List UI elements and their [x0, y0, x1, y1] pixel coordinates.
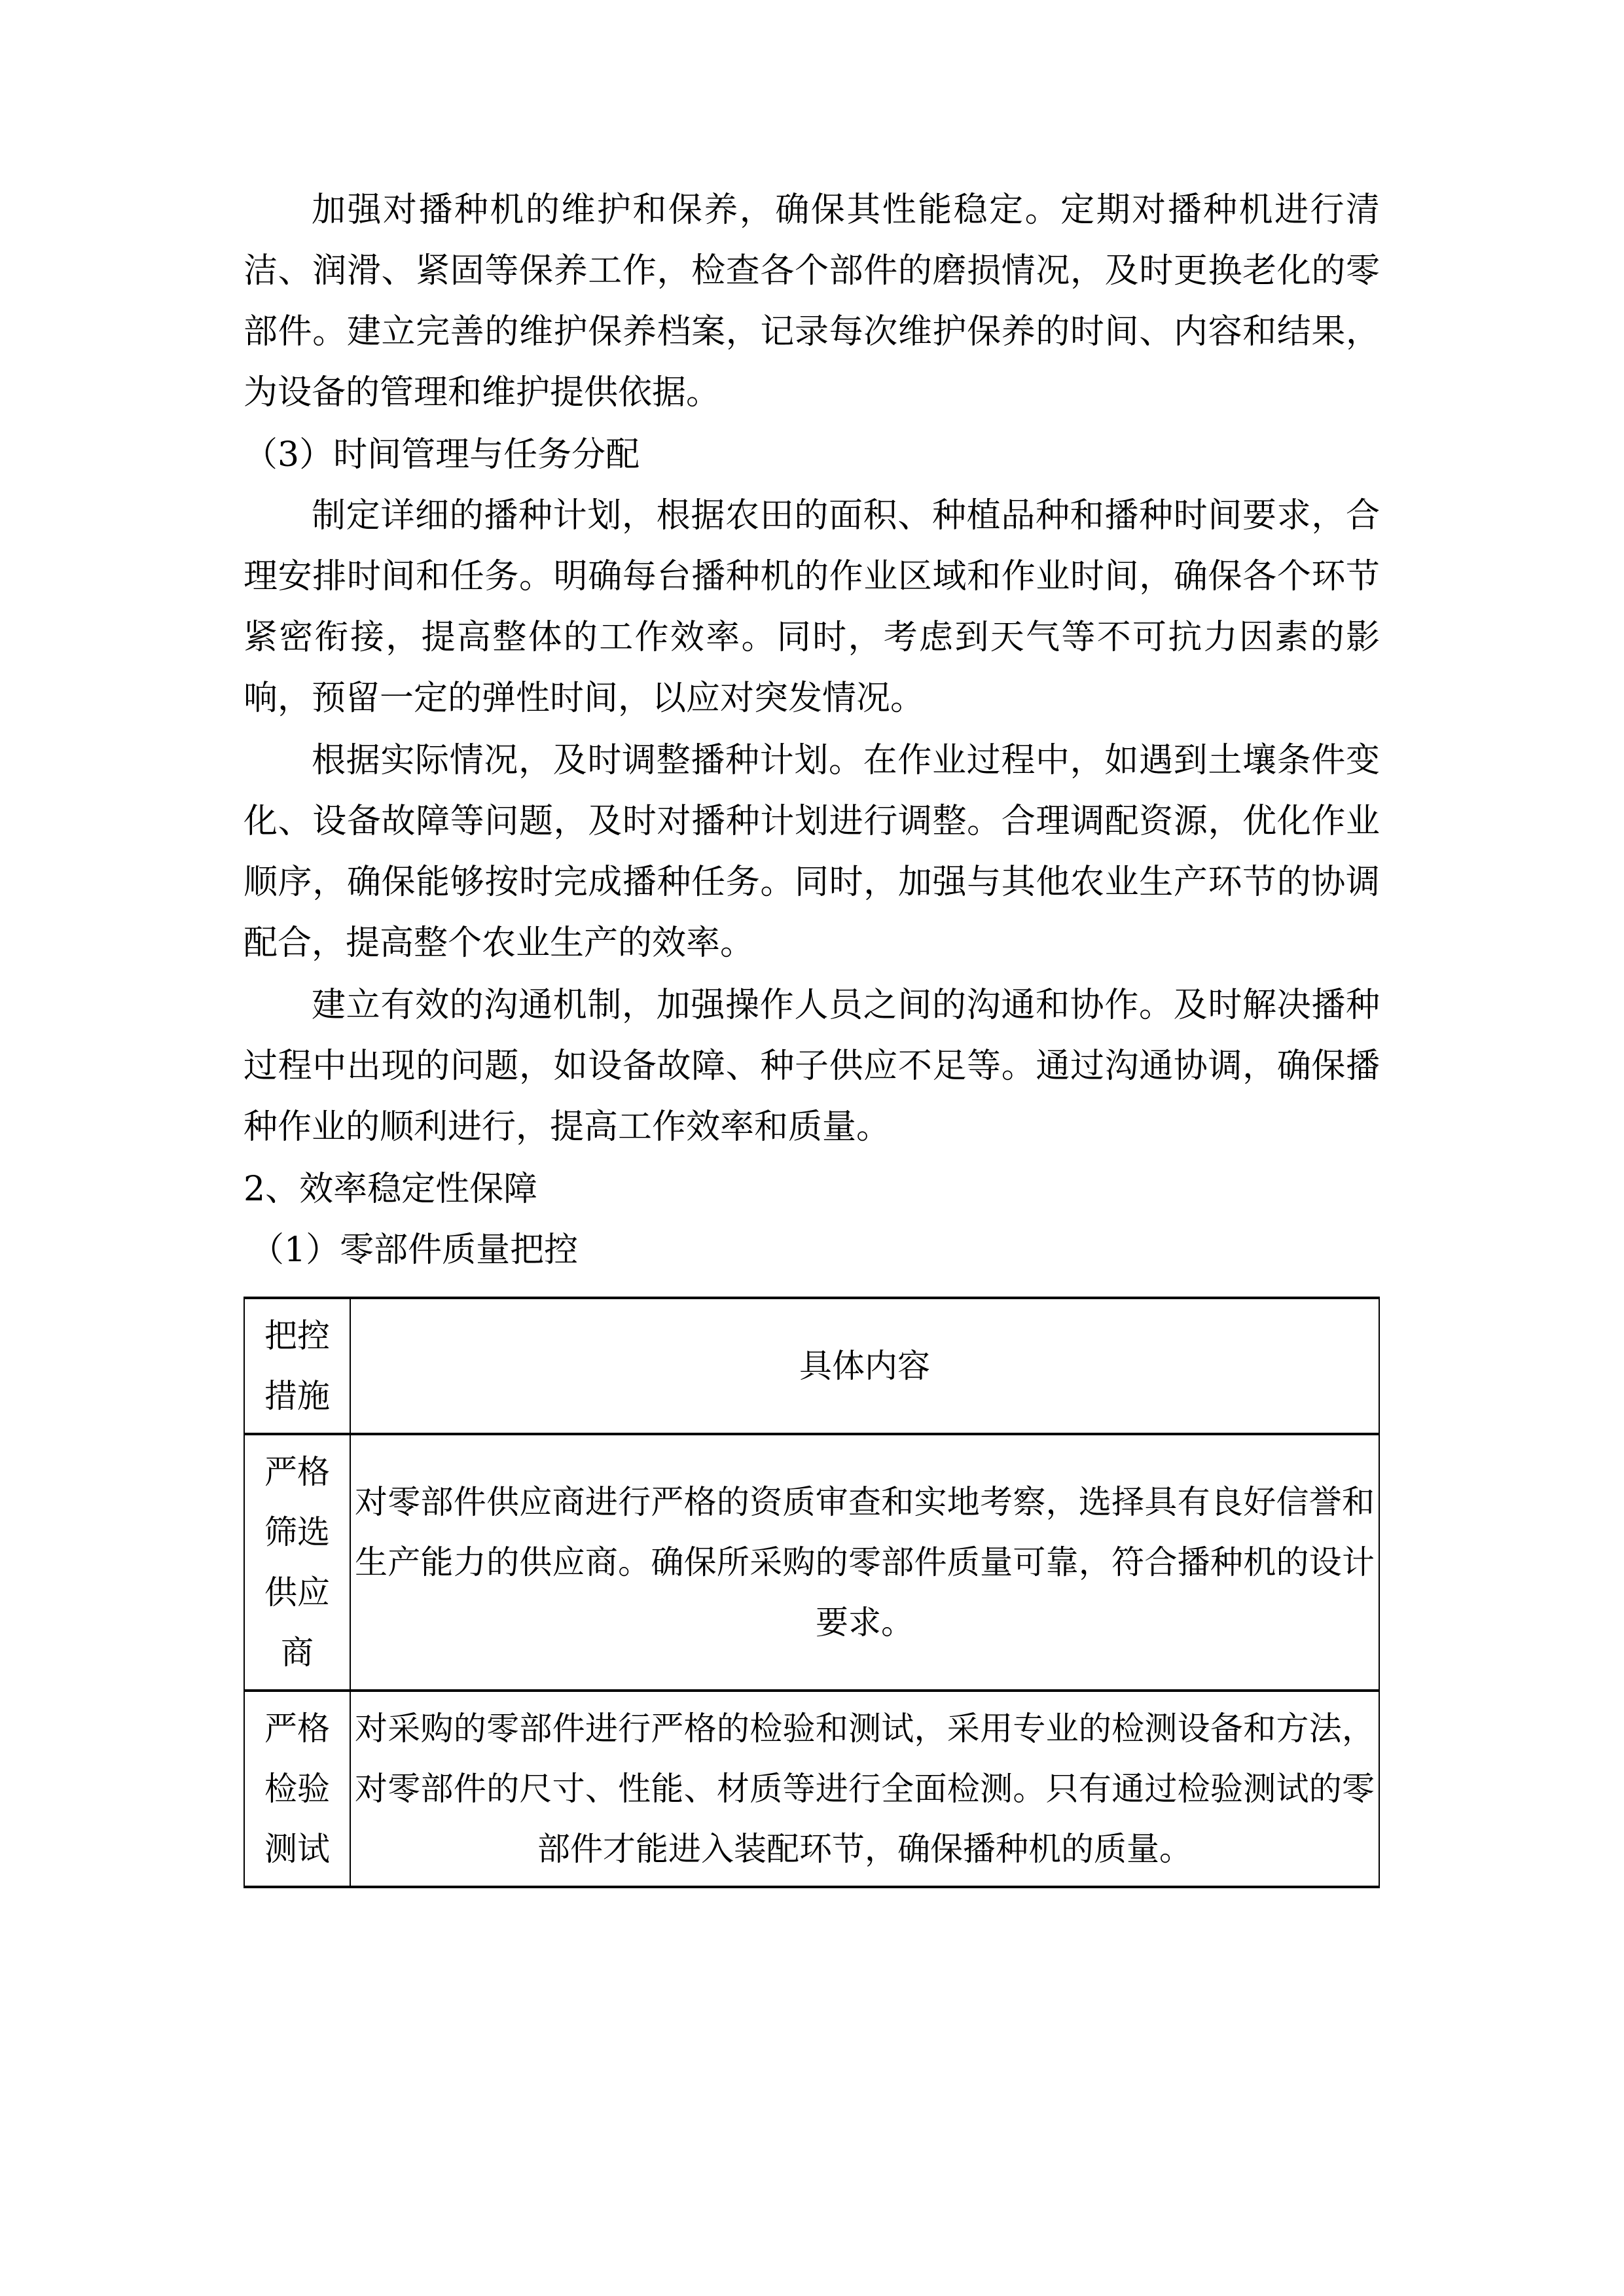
table-cell-measure: 严格检验测试 [244, 1691, 350, 1887]
table-header-detail: 具体内容 [350, 1298, 1379, 1434]
table-row [244, 1434, 1379, 1691]
heading-parts-quality: （1）零部件质量把控 [250, 1230, 579, 1270]
paragraph-communication: 建立有效的沟通机制，加强操作人员之间的沟通和协作。及时解决播种过程中出现的问题，如设备故障、种子供应不足等。通过沟通协调，确保播种作业的顺利进行，提高工作效率和质量。 [244, 986, 1380, 1147]
paragraph-sowing-plan: 制定详细的播种计划，根据农田的面积、种植品种和播种时间要求，合理安排时间和任务。明确每台播种机的作业区域和作业时间，确保各个环节紧密衔接，提高整体的工作效率。同时，考虑到天气等不可抗力因素的影响，预留一定的弹性时间，以应对突发情况。 [244, 496, 1380, 718]
heading-time-management: （3）时间管理与任务分配 [244, 435, 640, 475]
paragraph-maintenance: 加强对播种机的维护和保养，确保其性能稳定。定期对播种机进行清洁、润滑、紧固等保养工作，检查各个部件的磨损情况，及时更换老化的零部件。建立完善的维护保养档案，记录每次维护保养的时间、内容和结果，为设备的管理和维护提供依据。 [244, 190, 1380, 412]
page-content [244, 180, 1380, 1888]
table-row [244, 1691, 1379, 1887]
paragraph-adjust-plan: 根据实际情况，及时调整播种计划。在作业过程中，如遇到土壤条件变化、设备故障等问题，及时对播种计划进行调整。合理调配资源，优化作业顺序，确保能够按时完成播种任务。同时，加强与其他农业生产环节的协调配合，提高整个农业生产的效率。 [244, 741, 1380, 963]
heading-efficiency-stability: 2、效率稳定性保障 [244, 1170, 538, 1209]
parts-quality-control-table [244, 1297, 1380, 1888]
table-cell-detail: 对采购的零部件进行严格的检验和测试，采用专业的检测设备和方法，对零部件的尺寸、性能、材质等进行全面检测。只有通过检验测试的零部件才能进入装配环节，确保播种机的质量。 [350, 1691, 1379, 1887]
table-header-row [244, 1298, 1379, 1434]
table-cell-detail: 对零部件供应商进行严格的资质审查和实地考察，选择具有良好信誉和生产能力的供应商。确保所采购的零部件质量可靠，符合播种机的设计要求。 [350, 1434, 1379, 1691]
table-cell-measure: 严格筛选供应商 [244, 1434, 350, 1691]
table-header-measure: 把控措施 [244, 1298, 350, 1434]
